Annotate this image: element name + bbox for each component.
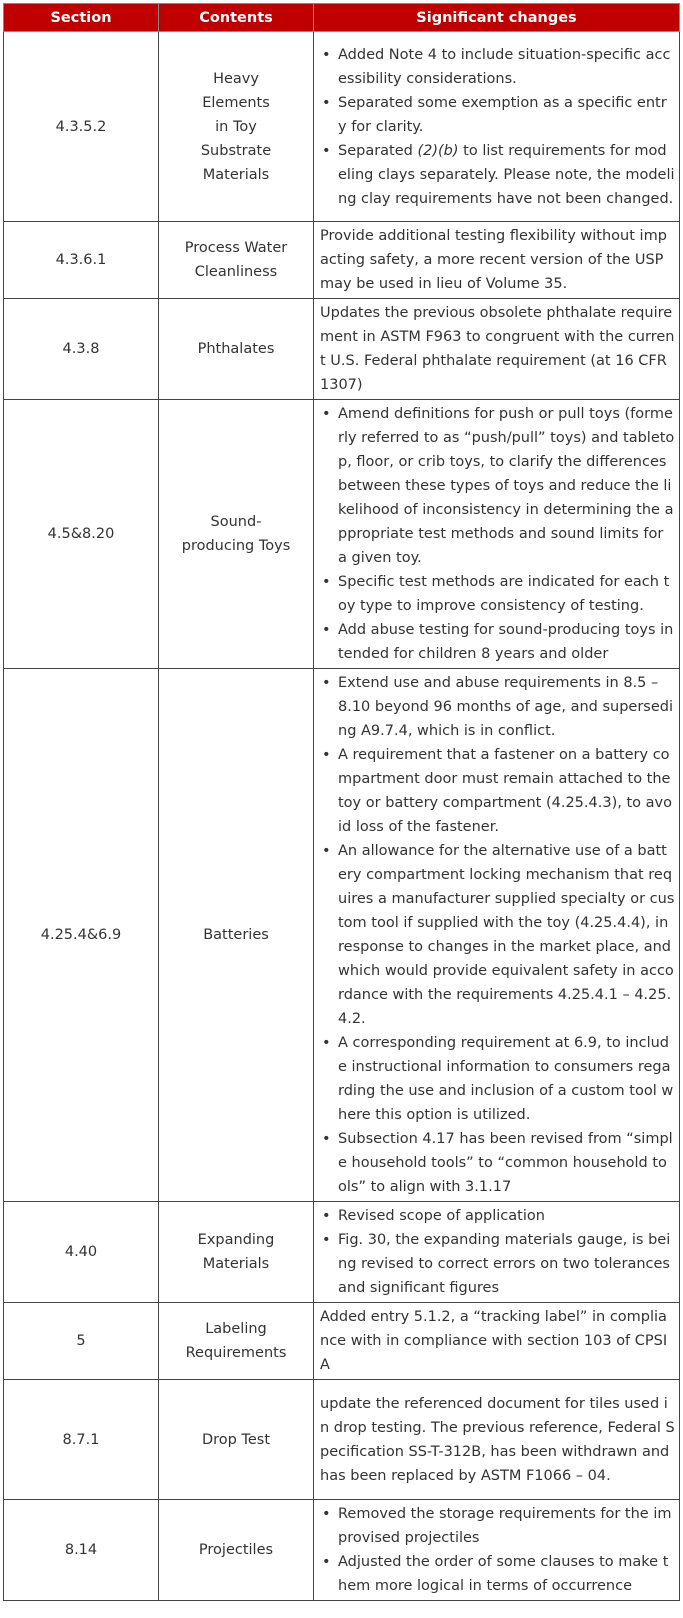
list-item: • Adjusted the order of some clauses to make them more logical in terms of occurrence bbox=[338, 1550, 675, 1598]
section-cell: 5 bbox=[4, 1303, 159, 1380]
contents-cell: Heavy Elements in Toy Substrate Materials bbox=[159, 32, 314, 222]
changes-cell: Added entry 5.1.2, a “tracking label” in compliance with in compliance with section 103 of CPSIA bbox=[314, 1303, 680, 1380]
table-row bbox=[4, 1303, 680, 1380]
section-cell: 4.5&8.20 bbox=[4, 400, 159, 669]
changes-cell bbox=[314, 32, 680, 222]
list-item: • Fig. 30, the expanding materials gauge, is being revised to correct errors on two tolerances and significant figures bbox=[338, 1228, 675, 1300]
contents-cell: Batteries bbox=[159, 669, 314, 1202]
list-item: • Separated some exemption as a specific entry for clarity. bbox=[338, 91, 675, 139]
list-item: • Added Note 4 to include situation-specific accessibility considerations. bbox=[338, 43, 675, 91]
list-item: • A requirement that a fastener on a battery compartment door must remain attached to the toy or battery compartment (4.25.4.3), to avoid loss of the fastener. bbox=[338, 743, 675, 839]
contents-cell: Process Water Cleanliness bbox=[159, 222, 314, 299]
list-item: • Removed the storage requirements for the improvised projectiles bbox=[338, 1502, 675, 1550]
table-row bbox=[4, 400, 680, 669]
contents-cell: Projectiles bbox=[159, 1500, 314, 1601]
table-row bbox=[4, 1380, 680, 1500]
contents-cell: Expanding Materials bbox=[159, 1202, 314, 1303]
table-row bbox=[4, 222, 680, 299]
changes-cell bbox=[314, 1500, 680, 1601]
section-cell: 4.25.4&6.9 bbox=[4, 669, 159, 1202]
changes-cell bbox=[314, 400, 680, 669]
header-contents: Contents bbox=[159, 4, 314, 32]
section-cell: 8.14 bbox=[4, 1500, 159, 1601]
table-row bbox=[4, 1500, 680, 1601]
contents-cell: Sound- producing Toys bbox=[159, 400, 314, 669]
section-cell: 4.40 bbox=[4, 1202, 159, 1303]
changes-cell bbox=[314, 1202, 680, 1303]
list-item: • Separated (2)(b) to list requirements for modeling clays separately. Please note, the modeling clay requirements have not been changed. bbox=[338, 139, 675, 211]
list-item: • Amend definitions for push or pull toys (formerly referred to as “push/pull” toys) and tabletop, floor, or crib toys, to clarify the differences between these types of toys and reduce the likelihood of inconsistency in determining the appropriate test methods and sound limits for a given toy. bbox=[338, 402, 675, 570]
list-item: • A corresponding requirement at 6.9, to include instructional information to consumers regarding the use and inclusion of a custom tool where this option is utilized. bbox=[338, 1031, 675, 1127]
list-item: • Revised scope of application bbox=[338, 1204, 675, 1228]
section-cell: 8.7.1 bbox=[4, 1380, 159, 1500]
contents-cell: Phthalates bbox=[159, 299, 314, 400]
page bbox=[3, 3, 680, 1601]
list-item: • Specific test methods are indicated for each toy type to improve consistency of testing. bbox=[338, 570, 675, 618]
table-row bbox=[4, 299, 680, 400]
section-cell: 4.3.6.1 bbox=[4, 222, 159, 299]
table-row bbox=[4, 1202, 680, 1303]
table-row bbox=[4, 32, 680, 222]
list-item: • An allowance for the alternative use of a battery compartment locking mechanism that requires a manufacturer supplied specialty or custom tool if supplied with the toy (4.25.4.4), in response to changes in the market place, and which would provide equivalent safety in accordance with the requirements 4.25.4.1 – 4.25.4.2. bbox=[338, 839, 675, 1031]
list-item: • Extend use and abuse requirements in 8.5 – 8.10 beyond 96 months of age, and superseding A9.7.4, which is in conflict. bbox=[338, 671, 675, 743]
header-changes: Significant changes bbox=[314, 4, 680, 32]
section-cell: 4.3.5.2 bbox=[4, 32, 159, 222]
list-item: • Add abuse testing for sound-producing toys intended for children 8 years and older bbox=[338, 618, 675, 666]
contents-cell: Labeling Requirements bbox=[159, 1303, 314, 1380]
table-row bbox=[4, 669, 680, 1202]
changes-cell: update the referenced document for tiles used in drop testing. The previous reference, Federal Specification SS-T-312B, has been withdrawn and has been replaced by ASTM F1066 – 04. bbox=[314, 1380, 680, 1500]
header-section: Section bbox=[4, 4, 159, 32]
list-item: • Subsection 4.17 has been revised from “simple household tools” to “common household tools” to align with 3.1.17 bbox=[338, 1127, 675, 1199]
changes-cell: Updates the previous obsolete phthalate requirement in ASTM F963 to congruent with the current U.S. Federal phthalate requirement (at 16 CFR 1307) bbox=[314, 299, 680, 400]
changes-cell bbox=[314, 669, 680, 1202]
section-cell: 4.3.8 bbox=[4, 299, 159, 400]
changes-table bbox=[3, 3, 680, 1601]
changes-cell: Provide additional testing flexibility without impacting safety, a more recent version of the USP may be used in lieu of Volume 35. bbox=[314, 222, 680, 299]
contents-cell: Drop Test bbox=[159, 1380, 314, 1500]
header-row bbox=[4, 4, 680, 32]
